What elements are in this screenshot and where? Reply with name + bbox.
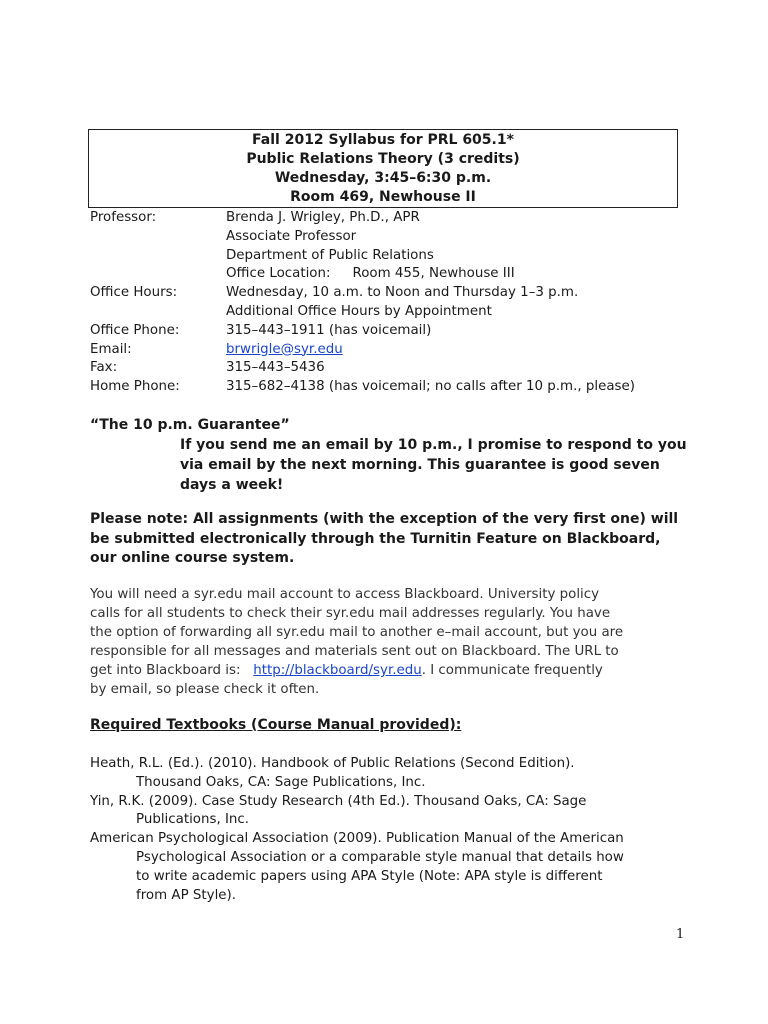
guarantee-section (90, 415, 690, 495)
reference-line: Publications, Inc. (136, 812, 250, 828)
office-location-line (226, 265, 515, 284)
email-link[interactable]: brwrigle@syr.edu (226, 341, 343, 357)
office-hours-value: Wednesday, 10 a.m. to Noon and Thursday 1–3 p.m. (226, 285, 579, 301)
department-name: Department of Public Relations (226, 247, 434, 263)
fax-value: 315–443–5436 (226, 360, 325, 376)
paragraph-line-2: calls for all students to check their syr.edu mail addresses regularly. You have (90, 606, 611, 621)
paragraph-line-3: the option of forwarding all syr.edu mail to another e–mail account, but you are (90, 625, 624, 640)
reference-line: from AP Style). (136, 887, 237, 903)
reference-line: to write academic papers using APA Style (Note: APA style is different (136, 868, 603, 884)
home-phone-value: 315–682–4138 (has voicemail; no calls after 10 p.m., please) (226, 379, 635, 395)
guarantee-line-1: If you send me an email by 10 p.m., I promise to respond to you (180, 437, 687, 453)
blackboard-url-link[interactable]: http://blackboard/syr.edu (253, 663, 422, 678)
textbook-reference (90, 755, 690, 793)
office-hours-extra: Additional Office Hours by Appointment (226, 303, 492, 319)
office-location-label: Office Location: (226, 266, 331, 282)
professor-row (90, 209, 635, 284)
paragraph-line-5 (90, 661, 690, 680)
fax-row (90, 359, 635, 378)
textbooks-list (90, 755, 690, 905)
paragraph-line-5-suffix: . I communicate frequently (421, 663, 603, 678)
textbook-reference (90, 793, 690, 831)
home-phone-row (90, 378, 635, 397)
reference-line: American Psychological Association (2009). Publication Manual of the American (90, 831, 624, 847)
professor-label: Professor: (90, 210, 157, 225)
course-header-line-2: Public Relations Theory (3 credits) (246, 151, 520, 167)
course-header-line-1: Fall 2012 Syllabus for PRL 605.1* (252, 132, 514, 148)
reference-line: Psychological Association or a comparable style manual that details how (136, 849, 624, 865)
paragraph-line-6: by email, so please check it often. (90, 682, 320, 697)
page-number: 1 (676, 927, 685, 942)
fax-label: Fax: (90, 360, 118, 376)
professor-name: Brenda J. Wrigley, Ph.D., APR (226, 210, 420, 225)
course-header-line-4: Room 469, Newhouse II (290, 189, 476, 205)
guarantee-line-3: days a week! (180, 477, 284, 493)
paragraph-line-5-prefix: get into Blackboard is: (90, 663, 254, 678)
note-line-3: our online course system. (90, 550, 295, 566)
email-row (90, 341, 635, 360)
email-label: Email: (90, 341, 132, 357)
guarantee-body (180, 435, 690, 495)
guarantee-title: “The 10 p.m. Guarantee” (90, 417, 290, 433)
reference-line: Heath, R.L. (Ed.). (2010). Handbook of Public Relations (Second Edition). (90, 756, 575, 771)
reference-line: Thousand Oaks, CA: Sage Publications, Inc. (136, 774, 426, 790)
office-phone-row (90, 322, 635, 341)
textbook-reference (90, 830, 690, 905)
office-phone-label: Office Phone: (90, 322, 180, 338)
office-hours-label: Office Hours: (90, 285, 178, 301)
submission-note (90, 510, 680, 569)
blackboard-paragraph (90, 585, 690, 699)
reference-line: Yin, R.K. (2009). Case Study Research (4th Ed.). Thousand Oaks, CA: Sage (90, 793, 587, 809)
textbooks-heading: Required Textbooks (Course Manual provided): (90, 717, 462, 733)
course-header-line-3: Wednesday, 3:45–6:30 p.m. (274, 170, 492, 186)
office-location-value: Room 455, Newhouse III (352, 266, 515, 282)
office-phone-value: 315–443–1911 (has voicemail) (226, 322, 432, 338)
course-header-box (88, 129, 678, 208)
home-phone-label: Home Phone: (90, 379, 180, 395)
guarantee-line-2: via email by the next morning. This guarantee is good seven (180, 457, 660, 473)
note-line-1: Please note: All assignments (with the exception of the very first one) will (90, 511, 679, 527)
note-line-2: be submitted electronically through the Turnitin Feature on Blackboard, (90, 530, 661, 547)
paragraph-line-4: responsible for all messages and materials sent out on Blackboard. The URL to (90, 644, 619, 659)
paragraph-line-1: You will need a syr.edu mail account to access Blackboard. University policy (90, 587, 600, 602)
professor-title: Associate Professor (226, 228, 357, 244)
contact-info-block (90, 209, 635, 397)
office-hours-row (90, 284, 635, 322)
